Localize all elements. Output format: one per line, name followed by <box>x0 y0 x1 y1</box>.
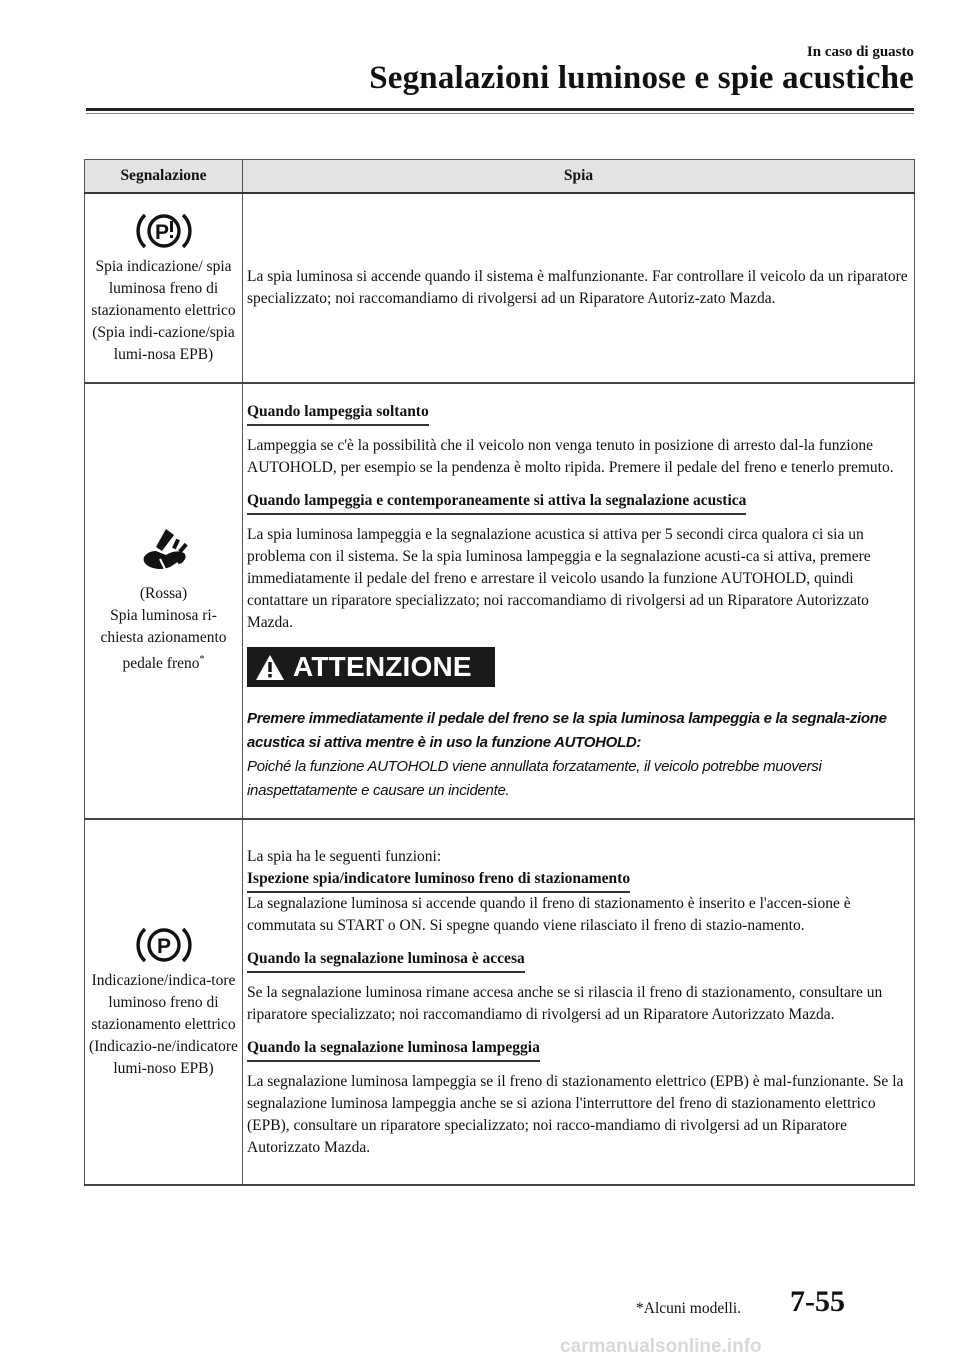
signal-caption: Indicazione/indica-tore luminoso freno di stazionamento elettrico (Indicazio-ne/indicatore lumi-noso EPB) <box>89 972 238 1077</box>
color-label: (Rossa) <box>139 584 188 602</box>
signal-caption: Spia luminosa ri-chiesta azionamento pedale freno* <box>100 606 227 673</box>
svg-text:P: P <box>156 935 171 958</box>
header-rule-thin <box>86 113 914 114</box>
watermark: carmanualsonline.info <box>560 1336 762 1357</box>
section-heading: Ispezione spia/indicatore luminoso freno di stazionamento <box>247 868 630 893</box>
table-row <box>85 193 915 383</box>
warning-label: ATTENZIONE <box>293 651 472 682</box>
description-cell <box>243 383 915 819</box>
table-row <box>85 383 915 819</box>
description-text: La segnalazione luminosa lampeggia se il freno di stazionamento elettrico (EPB) è mal-funzionante. Se la segnalazione luminosa lampeggia anche se si aziona l'interruttore del freno di stazionamento elettrico (EPB), consultare un riparatore specializzato; noi racco-mandiamo di rivolgersi ad un Riparatore Autorizzato Mazda. <box>247 1072 904 1156</box>
warning-text: Poiché la funzione AUTOHOLD viene annullata forzatamente, il veicolo potrebbe muoversi inaspettatamente e causare un incidente. <box>247 758 822 799</box>
svg-text:P: P <box>154 221 169 244</box>
footnote: *Alcuni modelli. <box>636 1300 742 1317</box>
signal-cell <box>85 819 243 1185</box>
parking-brake-warning-icon <box>135 210 193 252</box>
parking-brake-indicator-icon <box>135 924 193 966</box>
section-heading: Quando lampeggia e contemporaneamente si attiva la segnalazione acustica <box>247 490 746 515</box>
signal-cell <box>85 193 243 383</box>
warning-lights-table <box>84 159 915 1186</box>
description-text: La segnalazione luminosa si accende quando il freno di stazionamento è inserito e l'accen-sione è commutata su START o ON. Si spegne quando viene rilasciato il freno di stazio-namento. <box>247 894 851 934</box>
table-row <box>85 819 915 1185</box>
description-text: La spia luminosa si accende quando il sistema è malfunzionante. Far controllare il veicolo da un riparatore specializzato; noi raccomandiamo di rivolgersi ad un Riparatore Autoriz-zato Mazda. <box>247 268 908 307</box>
table-header-row <box>85 160 915 194</box>
description-text: La spia luminosa lampeggia e la segnalazione acustica si attiva per 5 secondi circa qualora ci sia un problema con il sistema. Se la spia luminosa lampeggia e la segnalazione acusti-ca si attiva, premere immediatamente il pedale del freno e arrestare il veicolo usando la funzione AUTOHOLD, quindi contattare un riparatore specializzato; noi raccomandiamo di rivolgersi ad un Riparatore Autorizzato Mazda. <box>247 526 871 631</box>
description-cell <box>243 193 915 383</box>
page-number: 7-55 <box>790 1285 845 1318</box>
warning-triangle-icon <box>255 654 285 681</box>
page-title: Segnalazioni luminose e spie acustiche <box>369 60 914 96</box>
brake-pedal-icon <box>136 527 192 577</box>
section-heading: Quando la segnalazione luminosa è accesa <box>247 948 525 973</box>
signal-cell <box>85 383 243 819</box>
description-cell <box>243 819 915 1185</box>
header-rule <box>86 108 914 111</box>
warning-banner <box>247 647 495 687</box>
signal-caption: Spia indicazione/ spia luminosa freno di stazionamento elettrico (Spia indi-cazione/spia lumi-nosa EPB) <box>91 258 236 363</box>
description-text: Lampeggia se c'è la possibilità che il veicolo non venga tenuto in posizione di arresto dal-la funzione AUTOHOLD, per esempio se la pendenza è molto ripida. Premere il pedale del freno e tenerlo premuto. <box>247 437 894 476</box>
section-label: In caso di guasto <box>806 44 914 60</box>
column-header-segnalazione: Segnalazione <box>85 160 243 194</box>
intro-text: La spia ha le seguenti funzioni: <box>247 847 442 865</box>
warning-bold-text: Premere immediatamente il pedale del freno se la spia luminosa lampeggia e la segnala-zione acustica si attiva mentre è in uso la funzione AUTOHOLD: <box>247 710 887 751</box>
column-header-spia: Spia <box>243 160 915 194</box>
section-heading: Quando la segnalazione luminosa lampeggia <box>247 1037 540 1062</box>
description-text: Se la segnalazione luminosa rimane accesa anche se si rilascia il freno di stazionamento, consultare un riparatore specializzato; noi raccomandiamo di rivolgersi ad un Riparatore Autorizzato Mazda. <box>247 983 883 1023</box>
section-heading: Quando lampeggia soltanto <box>247 401 429 426</box>
